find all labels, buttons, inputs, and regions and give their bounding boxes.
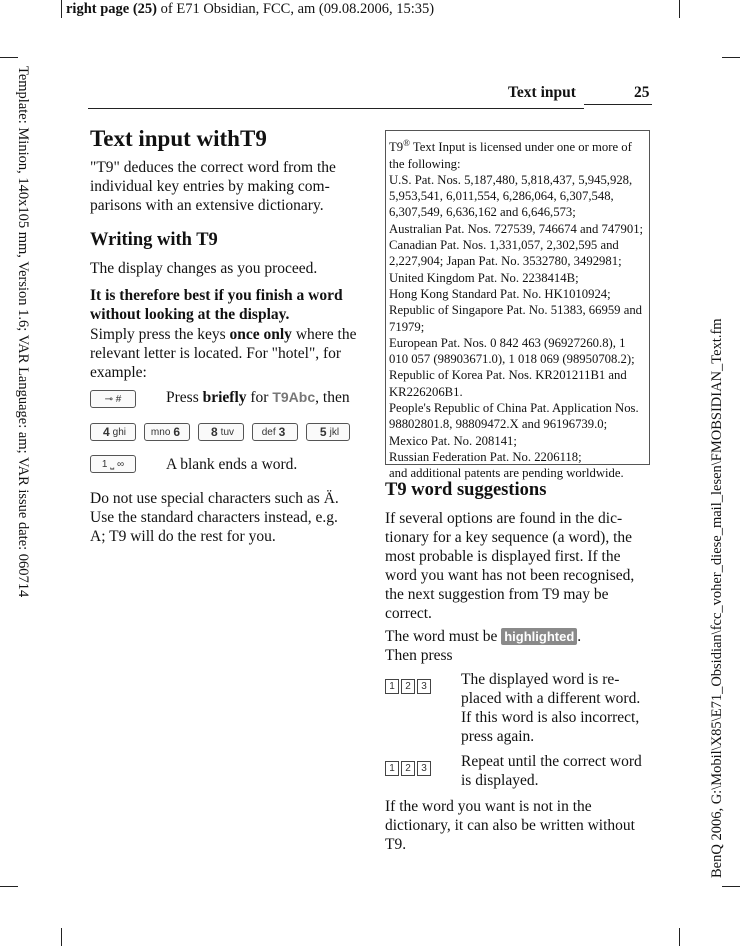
patent-line: U.S. Pat. Nos. 5,187,480, 5,818,437, 5,945,928, 5,953,541, 6,011,554, 6,286,064, 6,307,548, 6,307,549, 6,636,162 and 6,646,573; xyxy=(389,172,633,220)
crop-mark xyxy=(722,57,740,58)
patent-line: European Pat. Nos. 0 842 463 (96927260.8), 1 010 057 (98903671.0), 1 018 069 (98950708.2); xyxy=(389,335,635,367)
highlight-text-a: The word must be xyxy=(385,628,502,645)
patent-line: and additional patents are pending worldwide. xyxy=(389,466,624,481)
patent-line: Hong Kong Standard Pat. No. HK1010924; xyxy=(389,286,611,301)
patent-line: Russian Federation Pat. No. 2206118; xyxy=(389,449,582,464)
patent-line: Australian Pat. Nos. 727539, 746674 and 747901; xyxy=(389,221,644,236)
running-head-title: Text input xyxy=(508,84,576,101)
crop-mark xyxy=(0,57,18,58)
press-briefly-text xyxy=(166,388,350,407)
patent-line: Republic of Singapore Pat. No. 51383, 66959 and 71979; xyxy=(389,303,643,334)
space-key-icon: 1 ⎵ ∞ xyxy=(90,455,136,473)
key-8-icon: 8 tuv xyxy=(198,423,244,441)
press-text-c: for xyxy=(246,389,273,406)
tip-paragraph: It is therefore best if you finish a word without looking at the display. xyxy=(90,287,343,323)
crop-mark xyxy=(61,928,62,946)
print-header xyxy=(66,1,434,18)
patent-line: People's Republic of China Pat. Application Nos. 98802801.8, 98809472.X and 96196739.0; xyxy=(389,400,639,432)
press-keys-text-a: Simply press the keys xyxy=(90,326,230,343)
blank-ends-word-text: A blank ends a word. xyxy=(166,456,298,473)
key-5-icon: 5 jkl xyxy=(306,423,350,441)
repeat-keys-icon: 1 2 3 xyxy=(385,758,437,780)
press-text-a: Press xyxy=(166,389,203,406)
side-file-path: BenQ 2006, G:\Mobil\X85\E71_Obsidian\fcc_voher_diese_mail_lesen\FMOBSIDIAN_Text.fm xyxy=(709,318,725,878)
press-keys-text-c: where the relevant letter is located. For "hotel", for example: xyxy=(90,326,357,381)
then-press-text: Then press xyxy=(385,647,453,664)
crop-mark xyxy=(0,886,18,887)
highlight-paragraph xyxy=(385,627,651,646)
side-template-info: Template: Minion, 140x105 mm, Version 1.6; VAR Language: am; VAR issue date: 060714 xyxy=(15,66,31,598)
patent-line: Republic of Korea Pat. Nos. KR201211B1 and KR226206B1. xyxy=(389,368,627,399)
press-text-b: briefly xyxy=(202,389,247,406)
press-keys-paragraph xyxy=(90,325,360,382)
header-rule-page xyxy=(584,104,652,105)
highlighted-badge: highlighted xyxy=(501,628,577,645)
patent-notice-box xyxy=(385,130,650,481)
patent-line: Mexico Pat. No. 208141; xyxy=(389,433,517,448)
press-keys-emphasis: once only xyxy=(229,326,292,343)
dictionary-paragraph: If the word you want is not in the dictionary, it can also be written without T9. xyxy=(385,798,635,853)
crop-mark xyxy=(679,0,680,18)
crop-mark xyxy=(679,928,680,946)
suggestions-paragraph: If several options are found in the dic-tionary for a key sequence (a word), the most probable is displayed first. If the word you want has not been recognised, the next suggestion from T9 may be correct. xyxy=(385,510,635,622)
highlight-text-c: . xyxy=(577,628,582,645)
press-text-d: , then xyxy=(315,389,350,406)
special-characters-paragraph: Do not use special characters such as Ä. Use the standard characters instead, e.g. A; T9 will do the rest for you. xyxy=(90,490,339,545)
header-rule xyxy=(88,108,584,109)
t9-mode-indicator: T9Abc xyxy=(272,389,316,405)
key-6-icon: mno 6 xyxy=(144,423,190,441)
registered-mark: ® xyxy=(403,138,410,148)
replace-word-text: The displayed word is re-placed with a different word. If this word is also incorrect, press again. xyxy=(461,671,641,745)
print-header-bold: right page (25) xyxy=(66,1,158,17)
intro-paragraph: "T9" deduces the correct word from the individual key entries by making com-parisons with an extensive dictionary. xyxy=(90,159,336,214)
patent-line: Text Input is licensed under one or more of the following: xyxy=(389,140,632,171)
hash-key-icon: ⊸ # xyxy=(90,390,136,408)
key-3-icon: def 3 xyxy=(252,423,298,441)
patent-first-line xyxy=(389,135,646,172)
patent-t9: T9 xyxy=(389,140,404,155)
crop-mark xyxy=(722,886,740,887)
section-heading-suggestions: T9 word suggestions xyxy=(385,480,547,500)
display-paragraph: The display changes as you proceed. xyxy=(90,260,318,277)
key-4-icon: 4 ghi xyxy=(90,423,136,441)
patent-line: United Kingdom Pat. No. 2238414B; xyxy=(389,270,579,285)
page-number: 25 xyxy=(634,84,650,101)
crop-mark xyxy=(61,0,62,18)
section-heading-writing: Writing with T9 xyxy=(90,230,218,250)
print-header-rest: of E71 Obsidian, FCC, am (09.08.2006, 15:35) xyxy=(157,1,435,17)
next-suggestion-keys-icon: 1 2 3 xyxy=(385,676,437,698)
page-title: Text input withT9 xyxy=(90,126,267,151)
patent-line: Canadian Pat. Nos. 1,331,057, 2,302,595 and 2,227,904; Japan Pat. No. 3532780, 3492981; xyxy=(389,238,622,269)
repeat-text: Repeat until the correct word is displayed. xyxy=(461,753,642,789)
